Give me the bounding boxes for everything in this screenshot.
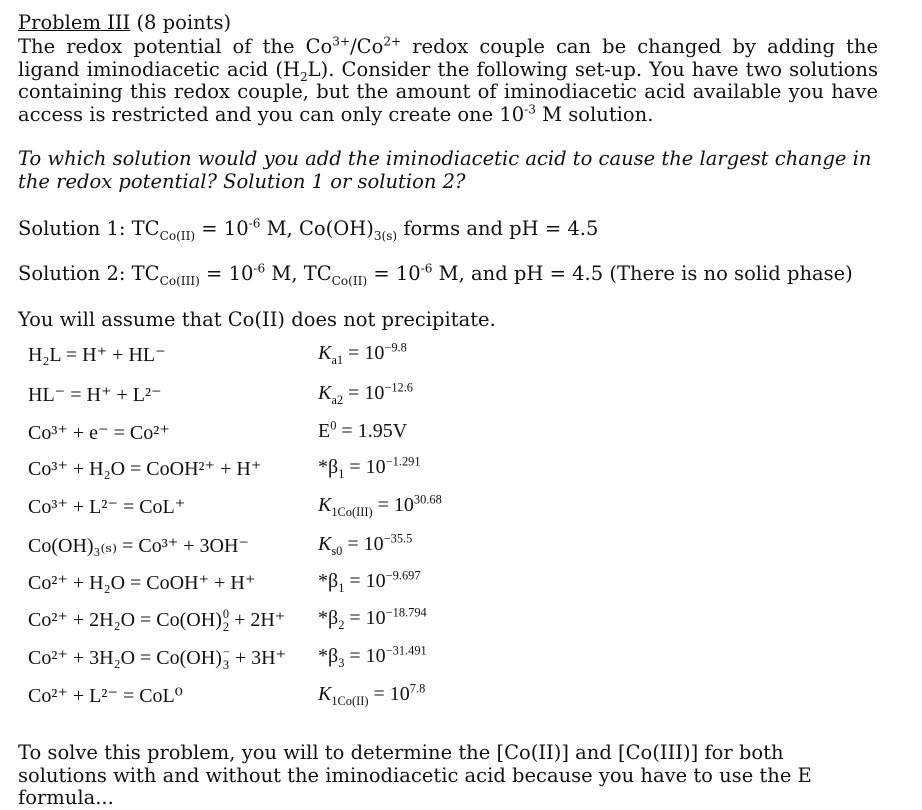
- reaction-4: Co³⁺ + H₂O = CoOH²⁺ + H⁺: [28, 458, 262, 480]
- reaction-8: Co²⁺ + 2H₂O = Co(OH) 0 2 + 2H⁺: [28, 607, 286, 635]
- reaction-3: Co³⁺ + e⁻ = Co²⁺: [28, 422, 170, 444]
- reaction-6: Co(OH)₃₍ₛ₎ = Co³⁺ + 3OH⁻: [28, 535, 249, 557]
- solution-2-line: Solution 2: $TC_{Co(III)} = 10^{-6}$ M, $TC_{Co(II)} = 10^{-6}$ M, and pH = 4.5 (There is no solid phase): [18, 261, 853, 288]
- reaction-10: Co²⁺ + L²⁻ = CoL⁰: [28, 685, 183, 707]
- assumption-text: You will assume that Co(II) does not precipitate.: [18, 308, 496, 331]
- solution-1-line: Solution 1: $TC_{Co(II)} = 10^{-6}$ M, $Co(OH)_{3(s)}$ forms and pH = 4.5: [18, 216, 599, 243]
- constant-1: $K_{a1} = 10^{-9.8}$: [318, 340, 407, 367]
- constant-2: $K_{a2} = 10^{-12.6}$: [318, 380, 413, 407]
- reaction-1: H₂L = H⁺ + HL⁻: [28, 344, 166, 366]
- constant-3: $E^0 = 1.95V$: [318, 418, 408, 442]
- constant-5: $K_{1Co(III)} = 10^{30.68}$: [318, 492, 442, 519]
- reaction-7: Co²⁺ + H₂O = CoOH⁺ + H⁺: [28, 572, 256, 594]
- constant-8: $*\beta_2 = 10^{-18.794}$: [318, 605, 427, 632]
- reaction-9: Co²⁺ + 3H₂O = Co(OH) − 3 + 3H⁺: [28, 645, 287, 673]
- reaction-2: HL⁻ = H⁺ + L²⁻: [28, 384, 162, 406]
- constant-6: $K_{s0} = 10^{-35.5}$: [318, 531, 413, 558]
- constant-10: $K_{1Co(II)} = 10^{7.8}$: [318, 681, 426, 708]
- problem-title: Problem III (8 points): [18, 11, 232, 34]
- constant-7: $*\beta_1 = 10^{-9.697}$: [318, 568, 421, 595]
- closing-paragraph: To solve this problem, you will to determine the [Co(II)] and [Co(III)] for both solutions with and without the iminodiacetic acid because you have to use the E formula...: [18, 741, 812, 809]
- reaction-5: Co³⁺ + L²⁻ = CoL⁺: [28, 496, 186, 518]
- constant-4: $*\beta_1 = 10^{-1.291}$: [318, 454, 421, 481]
- intro-paragraph: The redox potential of the $Co^{3+}/Co^{2+}$ redox couple can be changed by adding the ligand iminodiacetic acid $(H_2L)$. Consider the following set-up. You have two solutions containing this redox couple, but the amount of iminodiacetic acid available you have access is restricted and you can only create one $10^{-3}$ M solution.: [18, 34, 878, 126]
- constant-9: $*\beta_3 = 10^{-31.491}$: [318, 643, 427, 670]
- question-text: To which solution would you add the iminodiacetic acid to cause the largest change in the redox potential? Solution 1 or solution 2?: [18, 147, 872, 193]
